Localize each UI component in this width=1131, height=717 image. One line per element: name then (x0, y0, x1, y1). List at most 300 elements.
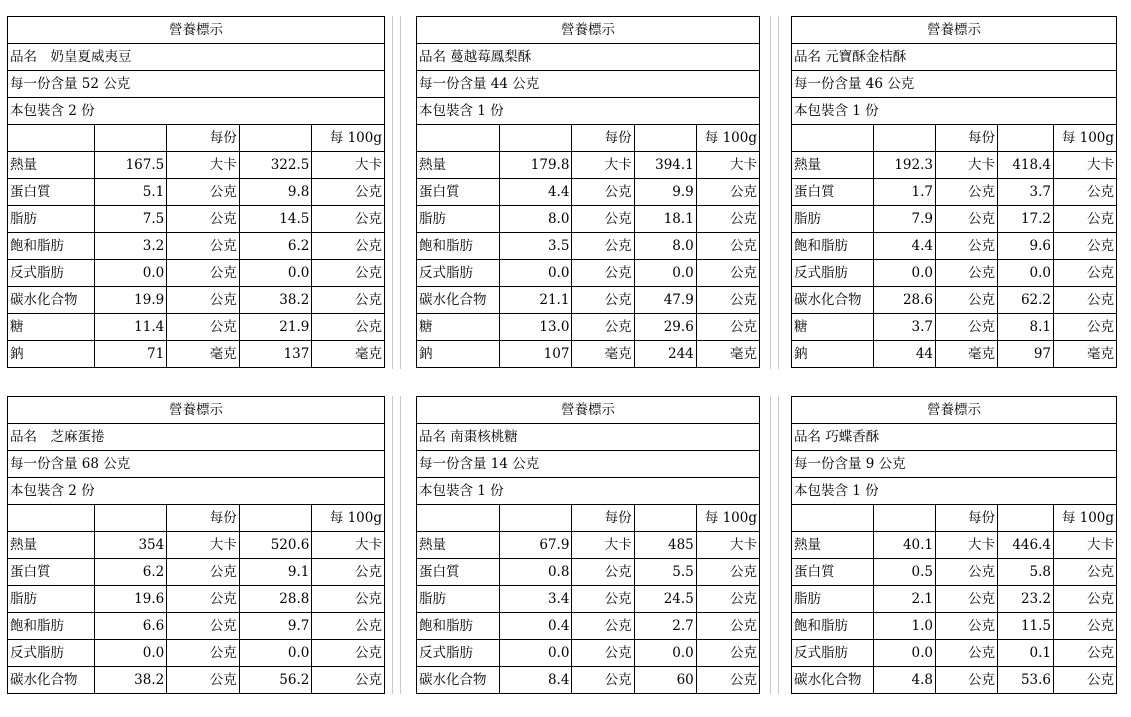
blank-cell (874, 505, 936, 532)
nutrient-label: 熱量 (8, 152, 95, 179)
per-serving-value: 28.6 (874, 287, 936, 314)
product-name: 品名 蔓越莓鳳梨酥 (417, 44, 760, 71)
nutrient-label: 反式脂肪 (417, 260, 500, 287)
panel-title: 營養標示 (8, 397, 385, 424)
blank-cell (94, 505, 167, 532)
per-serving-unit: 公克 (936, 640, 998, 667)
nutrient-row (8, 559, 385, 586)
per-serving-unit: 公克 (936, 287, 998, 314)
product-name-row (8, 424, 385, 451)
per-serving-unit: 公克 (936, 613, 998, 640)
nutrient-label: 碳水化合物 (8, 667, 95, 694)
nutrition-table (7, 396, 385, 694)
per-100g-value: 137 (239, 341, 312, 368)
nutrient-row (792, 640, 1117, 667)
nutrient-row (417, 233, 760, 260)
per-serving-unit: 公克 (572, 287, 634, 314)
per-serving-value: 7.9 (874, 206, 936, 233)
nutrition-panel-2 (416, 16, 760, 368)
per-100g-unit: 公克 (1054, 233, 1117, 260)
per-serving-value: 38.2 (94, 667, 167, 694)
nutrient-label: 蛋白質 (8, 179, 95, 206)
per-100g-unit: 公克 (1054, 314, 1117, 341)
per-serving-value: 0.0 (500, 260, 572, 287)
nutrient-label: 糖 (8, 314, 95, 341)
per-100g-value: 28.8 (239, 586, 312, 613)
per-serving-header: 每份 (572, 125, 634, 152)
per-100g-value: 18.1 (634, 206, 696, 233)
per-serving-value: 19.9 (94, 287, 167, 314)
nutrient-label: 蛋白質 (792, 179, 874, 206)
servings-per-package-row (8, 98, 385, 125)
nutrient-label: 反式脂肪 (8, 640, 95, 667)
per-serving-unit: 公克 (572, 179, 634, 206)
serving-size-row (417, 451, 760, 478)
servings-per-package: 本包裝含 1 份 (417, 98, 760, 125)
panel-title-row (417, 17, 760, 44)
per-100g-unit: 公克 (312, 559, 385, 586)
per-100g-value: 47.9 (634, 287, 696, 314)
nutrient-label: 蛋白質 (792, 559, 874, 586)
per-serving-value: 0.0 (94, 260, 167, 287)
per-serving-unit: 大卡 (936, 152, 998, 179)
gridline (770, 16, 771, 369)
nutrient-row (8, 640, 385, 667)
nutrient-label: 飽和脂肪 (792, 613, 874, 640)
nutrition-table (416, 16, 760, 368)
column-header-row (8, 505, 385, 532)
nutrient-label: 飽和脂肪 (417, 613, 500, 640)
nutrient-label: 鈉 (792, 341, 874, 368)
per-100g-value: 53.6 (998, 667, 1054, 694)
per-serving-unit: 公克 (572, 559, 634, 586)
per-serving-value: 167.5 (94, 152, 167, 179)
nutrient-row (792, 532, 1117, 559)
blank-cell (792, 125, 874, 152)
per-100g-unit: 公克 (696, 559, 759, 586)
product-name: 品名 南棗核桃糖 (417, 424, 760, 451)
nutrient-label: 脂肪 (417, 586, 500, 613)
nutrient-row (417, 287, 760, 314)
per-serving-unit: 公克 (167, 233, 240, 260)
servings-per-package: 本包裝含 1 份 (792, 478, 1117, 505)
per-serving-unit: 公克 (572, 667, 634, 694)
per-serving-unit: 公克 (167, 260, 240, 287)
per-100g-value: 24.5 (634, 586, 696, 613)
nutrient-label: 糖 (792, 314, 874, 341)
serving-size-row (8, 451, 385, 478)
servings-per-package-row (792, 98, 1117, 125)
per-100g-value: 0.1 (998, 640, 1054, 667)
per-serving-value: 0.0 (500, 640, 572, 667)
per-serving-value: 44 (874, 341, 936, 368)
per-serving-unit: 毫克 (936, 341, 998, 368)
nutrient-row (417, 586, 760, 613)
per-100g-value: 8.1 (998, 314, 1054, 341)
blank-cell (94, 125, 167, 152)
nutrition-table (791, 396, 1117, 694)
per-serving-value: 6.6 (94, 613, 167, 640)
per-serving-value: 1.0 (874, 613, 936, 640)
nutrient-row (792, 314, 1117, 341)
per-100g-unit: 公克 (1054, 586, 1117, 613)
nutrient-row (8, 586, 385, 613)
serving-size: 每一份含量 9 公克 (792, 451, 1117, 478)
per-serving-unit: 公克 (167, 206, 240, 233)
panel-title-row (792, 17, 1117, 44)
per-serving-value: 19.6 (94, 586, 167, 613)
per-serving-unit: 毫克 (572, 341, 634, 368)
nutrient-row (417, 559, 760, 586)
per-serving-value: 1.7 (874, 179, 936, 206)
per-100g-value: 38.2 (239, 287, 312, 314)
servings-per-package-row (417, 478, 760, 505)
per-100g-unit: 公克 (696, 260, 759, 287)
per-100g-unit: 公克 (1054, 287, 1117, 314)
nutrient-label: 碳水化合物 (792, 667, 874, 694)
per-100g-unit: 公克 (696, 206, 759, 233)
servings-per-package: 本包裝含 1 份 (792, 98, 1117, 125)
per-100g-unit: 毫克 (696, 341, 759, 368)
per-100g-header: 每 100g (312, 505, 385, 532)
blank-cell (634, 505, 696, 532)
per-100g-value: 97 (998, 341, 1054, 368)
nutrient-row (417, 613, 760, 640)
nutrition-panel-4 (7, 396, 385, 694)
per-100g-value: 485 (634, 532, 696, 559)
serving-size-row (8, 71, 385, 98)
nutrition-panel-1 (7, 16, 385, 368)
nutrient-label: 脂肪 (792, 206, 874, 233)
per-serving-unit: 公克 (572, 586, 634, 613)
gridline (392, 396, 393, 694)
gridline (778, 16, 779, 369)
per-100g-unit: 公克 (696, 613, 759, 640)
per-100g-unit: 公克 (312, 314, 385, 341)
nutrient-row (8, 613, 385, 640)
per-serving-value: 0.8 (500, 559, 572, 586)
per-100g-unit: 公克 (312, 586, 385, 613)
per-serving-unit: 公克 (936, 559, 998, 586)
nutrient-row (417, 341, 760, 368)
serving-size: 每一份含量 52 公克 (8, 71, 385, 98)
nutrient-row (417, 667, 760, 694)
nutrition-table (7, 16, 385, 368)
nutrient-label: 脂肪 (792, 586, 874, 613)
per-100g-value: 520.6 (239, 532, 312, 559)
per-100g-value: 23.2 (998, 586, 1054, 613)
per-100g-header: 每 100g (1054, 505, 1117, 532)
per-serving-unit: 大卡 (572, 152, 634, 179)
per-serving-value: 40.1 (874, 532, 936, 559)
nutrient-row (8, 260, 385, 287)
per-serving-unit: 公克 (167, 667, 240, 694)
column-header-row (417, 505, 760, 532)
per-100g-unit: 公克 (1054, 613, 1117, 640)
panel-title-row (8, 17, 385, 44)
per-serving-value: 6.2 (94, 559, 167, 586)
per-serving-value: 3.5 (500, 233, 572, 260)
per-100g-unit: 公克 (312, 640, 385, 667)
per-100g-value: 0.0 (239, 640, 312, 667)
per-100g-value: 2.7 (634, 613, 696, 640)
nutrient-label: 反式脂肪 (8, 260, 95, 287)
blank-cell (998, 125, 1054, 152)
per-100g-unit: 公克 (1054, 667, 1117, 694)
nutrient-label: 脂肪 (8, 206, 95, 233)
nutrition-panel-3 (791, 16, 1115, 368)
per-100g-unit: 大卡 (312, 532, 385, 559)
per-serving-unit: 公克 (936, 667, 998, 694)
per-100g-unit: 毫克 (312, 341, 385, 368)
per-100g-value: 9.7 (239, 613, 312, 640)
nutrient-row (792, 586, 1117, 613)
product-name-row (792, 424, 1117, 451)
per-100g-header: 每 100g (696, 125, 759, 152)
per-100g-value: 60 (634, 667, 696, 694)
blank-cell (874, 125, 936, 152)
nutrient-row (792, 613, 1117, 640)
per-serving-value: 4.4 (874, 233, 936, 260)
per-serving-value: 5.1 (94, 179, 167, 206)
blank-cell (998, 505, 1054, 532)
per-100g-unit: 公克 (696, 179, 759, 206)
nutrient-row (417, 260, 760, 287)
per-100g-unit: 大卡 (696, 532, 759, 559)
nutrition-panel-5 (416, 396, 760, 694)
gridline (400, 16, 401, 369)
column-header-row (8, 125, 385, 152)
per-100g-value: 29.6 (634, 314, 696, 341)
per-100g-unit: 大卡 (1054, 532, 1117, 559)
per-serving-unit: 公克 (167, 586, 240, 613)
per-100g-unit: 公克 (312, 179, 385, 206)
per-100g-unit: 公克 (312, 260, 385, 287)
per-100g-unit: 公克 (696, 586, 759, 613)
nutrient-row (8, 233, 385, 260)
product-name: 品名 奶皇夏威夷豆 (8, 44, 385, 71)
per-100g-value: 446.4 (998, 532, 1054, 559)
per-serving-value: 0.0 (874, 260, 936, 287)
gridline (778, 396, 779, 694)
per-100g-value: 322.5 (239, 152, 312, 179)
blank-cell (417, 505, 500, 532)
per-100g-value: 0.0 (998, 260, 1054, 287)
per-100g-value: 0.0 (634, 640, 696, 667)
per-serving-unit: 公克 (572, 613, 634, 640)
per-100g-unit: 大卡 (696, 152, 759, 179)
per-100g-value: 17.2 (998, 206, 1054, 233)
panel-title: 營養標示 (8, 17, 385, 44)
per-100g-value: 394.1 (634, 152, 696, 179)
nutrition-table (416, 396, 760, 694)
product-name-row (417, 424, 760, 451)
nutrient-row (792, 341, 1117, 368)
nutrient-label: 碳水化合物 (792, 287, 874, 314)
blank-cell (792, 505, 874, 532)
per-serving-unit: 公克 (936, 586, 998, 613)
per-100g-unit: 公克 (696, 667, 759, 694)
per-serving-unit: 公克 (572, 314, 634, 341)
per-100g-value: 6.2 (239, 233, 312, 260)
nutrient-label: 蛋白質 (8, 559, 95, 586)
product-name-row (417, 44, 760, 71)
nutrient-row (417, 314, 760, 341)
blank-cell (8, 505, 95, 532)
per-serving-unit: 公克 (167, 559, 240, 586)
per-serving-value: 3.4 (500, 586, 572, 613)
per-serving-value: 179.8 (500, 152, 572, 179)
per-serving-value: 0.5 (874, 559, 936, 586)
nutrient-label: 碳水化合物 (417, 667, 500, 694)
per-serving-value: 8.4 (500, 667, 572, 694)
nutrient-label: 蛋白質 (417, 559, 500, 586)
per-serving-unit: 公克 (936, 179, 998, 206)
per-100g-value: 5.5 (634, 559, 696, 586)
nutrient-label: 飽和脂肪 (417, 233, 500, 260)
nutrient-label: 反式脂肪 (792, 260, 874, 287)
per-100g-unit: 公克 (312, 287, 385, 314)
blank-cell (239, 125, 312, 152)
per-100g-unit: 公克 (1054, 206, 1117, 233)
panel-title: 營養標示 (417, 17, 760, 44)
nutrient-label: 碳水化合物 (417, 287, 500, 314)
per-serving-unit: 公克 (572, 233, 634, 260)
nutrition-panel-6 (791, 396, 1115, 694)
per-100g-value: 9.6 (998, 233, 1054, 260)
nutrient-row (792, 206, 1117, 233)
nutrient-row (417, 179, 760, 206)
per-serving-unit: 公克 (572, 206, 634, 233)
per-serving-unit: 大卡 (167, 152, 240, 179)
nutrient-row (8, 206, 385, 233)
per-100g-value: 8.0 (634, 233, 696, 260)
per-100g-header: 每 100g (312, 125, 385, 152)
product-name: 品名 元寶酥金桔酥 (792, 44, 1117, 71)
per-serving-unit: 公克 (167, 179, 240, 206)
per-serving-unit: 公克 (572, 260, 634, 287)
nutrient-row (792, 179, 1117, 206)
panel-title-row (792, 397, 1117, 424)
gridline (770, 396, 771, 694)
blank-cell (500, 125, 572, 152)
per-serving-value: 21.1 (500, 287, 572, 314)
serving-size: 每一份含量 14 公克 (417, 451, 760, 478)
column-header-row (417, 125, 760, 152)
nutrient-label: 熱量 (8, 532, 95, 559)
per-serving-value: 4.4 (500, 179, 572, 206)
per-serving-unit: 大卡 (936, 532, 998, 559)
per-100g-unit: 公克 (312, 206, 385, 233)
product-name-row (792, 44, 1117, 71)
per-serving-value: 0.0 (94, 640, 167, 667)
per-100g-value: 418.4 (998, 152, 1054, 179)
per-100g-unit: 公克 (312, 667, 385, 694)
per-100g-value: 244 (634, 341, 696, 368)
per-100g-unit: 毫克 (1054, 341, 1117, 368)
serving-size: 每一份含量 44 公克 (417, 71, 760, 98)
per-serving-value: 2.1 (874, 586, 936, 613)
product-name: 品名 芝麻蛋捲 (8, 424, 385, 451)
per-100g-unit: 公克 (1054, 179, 1117, 206)
per-serving-unit: 公克 (167, 287, 240, 314)
servings-per-package-row (417, 98, 760, 125)
panel-title: 營養標示 (417, 397, 760, 424)
per-serving-unit: 公克 (167, 314, 240, 341)
nutrient-label: 飽和脂肪 (792, 233, 874, 260)
nutrient-row (792, 152, 1117, 179)
blank-cell (417, 125, 500, 152)
nutrient-label: 脂肪 (417, 206, 500, 233)
nutrient-row (8, 341, 385, 368)
per-serving-unit: 大卡 (167, 532, 240, 559)
per-serving-value: 3.7 (874, 314, 936, 341)
per-serving-value: 107 (500, 341, 572, 368)
per-100g-header: 每 100g (696, 505, 759, 532)
per-100g-value: 9.8 (239, 179, 312, 206)
nutrient-label: 熱量 (792, 532, 874, 559)
per-100g-unit: 公克 (696, 314, 759, 341)
per-serving-value: 3.2 (94, 233, 167, 260)
per-serving-value: 71 (94, 341, 167, 368)
per-100g-value: 3.7 (998, 179, 1054, 206)
per-serving-value: 0.4 (500, 613, 572, 640)
per-100g-value: 5.8 (998, 559, 1054, 586)
panel-title: 營養標示 (792, 397, 1117, 424)
per-100g-unit: 公克 (696, 640, 759, 667)
per-serving-header: 每份 (572, 505, 634, 532)
panel-title-row (8, 397, 385, 424)
per-serving-unit: 公克 (936, 206, 998, 233)
per-100g-value: 0.0 (634, 260, 696, 287)
nutrient-row (792, 287, 1117, 314)
nutrient-row (8, 152, 385, 179)
blank-cell (634, 125, 696, 152)
per-serving-value: 8.0 (500, 206, 572, 233)
nutrient-label: 蛋白質 (417, 179, 500, 206)
per-100g-unit: 公克 (312, 613, 385, 640)
nutrient-row (8, 314, 385, 341)
nutrient-row (8, 179, 385, 206)
servings-per-package-row (792, 478, 1117, 505)
nutrient-row (417, 532, 760, 559)
per-serving-header: 每份 (167, 505, 240, 532)
serving-size-row (417, 71, 760, 98)
per-serving-unit: 公克 (167, 640, 240, 667)
nutrient-row (8, 667, 385, 694)
nutrient-label: 熱量 (792, 152, 874, 179)
nutrient-row (417, 206, 760, 233)
nutrient-label: 反式脂肪 (417, 640, 500, 667)
nutrient-label: 鈉 (417, 341, 500, 368)
per-100g-unit: 公克 (696, 233, 759, 260)
serving-size-row (792, 71, 1117, 98)
serving-size-row (792, 451, 1117, 478)
nutrient-row (792, 260, 1117, 287)
nutrient-label: 脂肪 (8, 586, 95, 613)
panel-title: 營養標示 (792, 17, 1117, 44)
nutrient-row (792, 559, 1117, 586)
per-serving-value: 354 (94, 532, 167, 559)
per-100g-value: 21.9 (239, 314, 312, 341)
per-serving-header: 每份 (936, 505, 998, 532)
nutrient-label: 反式脂肪 (792, 640, 874, 667)
per-100g-value: 56.2 (239, 667, 312, 694)
per-100g-unit: 大卡 (312, 152, 385, 179)
per-100g-unit: 公克 (1054, 640, 1117, 667)
per-serving-value: 67.9 (500, 532, 572, 559)
per-serving-value: 0.0 (874, 640, 936, 667)
